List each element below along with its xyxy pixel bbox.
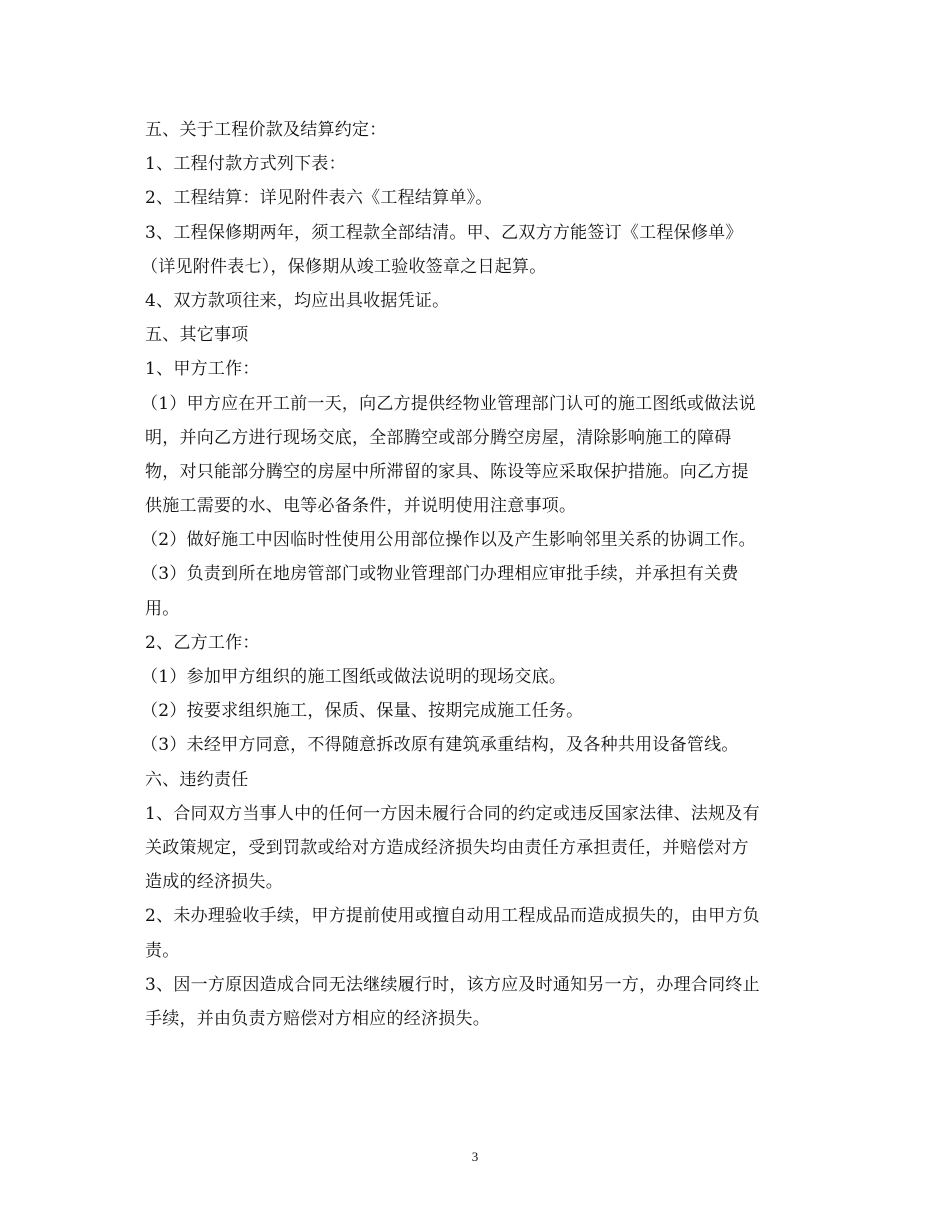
text-line: （2）按要求组织施工，保质、保量、按期完成施工任务。 bbox=[141, 701, 584, 722]
text-line: 4、双方款项往来，均应出具收据凭证。 bbox=[145, 290, 450, 311]
text-line: （1）参加甲方组织的施工图纸或做法说明的现场交底。 bbox=[141, 667, 567, 687]
text-line: （2）做好施工中因临时性使用公用部位操作以及产生影响邻里关系的协调工作。 bbox=[141, 530, 756, 551]
text-line: 2、工程结算：详见附件表六《工程结算单》。 bbox=[145, 188, 493, 209]
text-line: 关政策规定，受到罚款或给对方造成经济损失均由责任方承担责任，并赔偿对方 bbox=[145, 837, 749, 858]
text-line: 责。 bbox=[145, 940, 180, 961]
text-line: 明，并向乙方进行现场交底，全部腾空或部分腾空房屋，清除影响施工的障碍 bbox=[145, 427, 732, 448]
page-number: 3 bbox=[471, 1149, 479, 1164]
text-line: 1、合同双方当事人中的任何一方因未履行合同的约定或违反国家法律、法规及有 bbox=[145, 803, 760, 824]
document-body bbox=[141, 113, 810, 1036]
text-line: 3、因一方原因造成合同无法继续履行时，该方应及时通知另一方，办理合同终止 bbox=[145, 974, 760, 995]
text-line: 1、工程付款方式列下表： bbox=[145, 154, 346, 175]
text-line: 用。 bbox=[145, 598, 180, 619]
text-line: 2、乙方工作： bbox=[145, 632, 260, 653]
text-line: （1）甲方应在开工前一天，向乙方提供经物业管理部门认可的施工图纸或做法说 bbox=[141, 393, 756, 414]
text-line: 物，对只能部分腾空的房屋中所滞留的家具、陈设等应采取保护措施。向乙方提 bbox=[145, 461, 749, 482]
text-line: 造成的经济损失。 bbox=[145, 872, 283, 893]
text-line: 2、未办理验收手续，甲方提前使用或擅自动用工程成品而造成损失的，由甲方负 bbox=[145, 906, 760, 927]
text-line: 3、工程保修期两年，须工程款全部结清。甲、乙双方方能签订《工程保修单》 bbox=[145, 222, 743, 243]
section-heading-other-matters: 五、其它事项 bbox=[145, 325, 249, 346]
text-line: 手续，并由负责方赔偿对方相应的经济损失。 bbox=[145, 1008, 490, 1029]
text-line: 供施工需要的水、电等必备条件，并说明使用注意事项。 bbox=[145, 496, 577, 517]
section-heading-liability: 六、违约责任 bbox=[145, 769, 249, 790]
text-line: （3）未经甲方同意，不得随意拆改原有建筑承重结构，及各种共用设备管线。 bbox=[141, 735, 739, 756]
text-line: （3）负责到所在地房管部门或物业管理部门办理相应审批手续，并承担有关费 bbox=[141, 564, 739, 585]
text-line: 1、甲方工作： bbox=[145, 359, 260, 380]
text-line: （详见附件表七），保修期从竣工验收签章之日起算。 bbox=[141, 256, 547, 277]
section-heading-payment: 五、关于工程价款及结算约定： bbox=[145, 120, 387, 140]
